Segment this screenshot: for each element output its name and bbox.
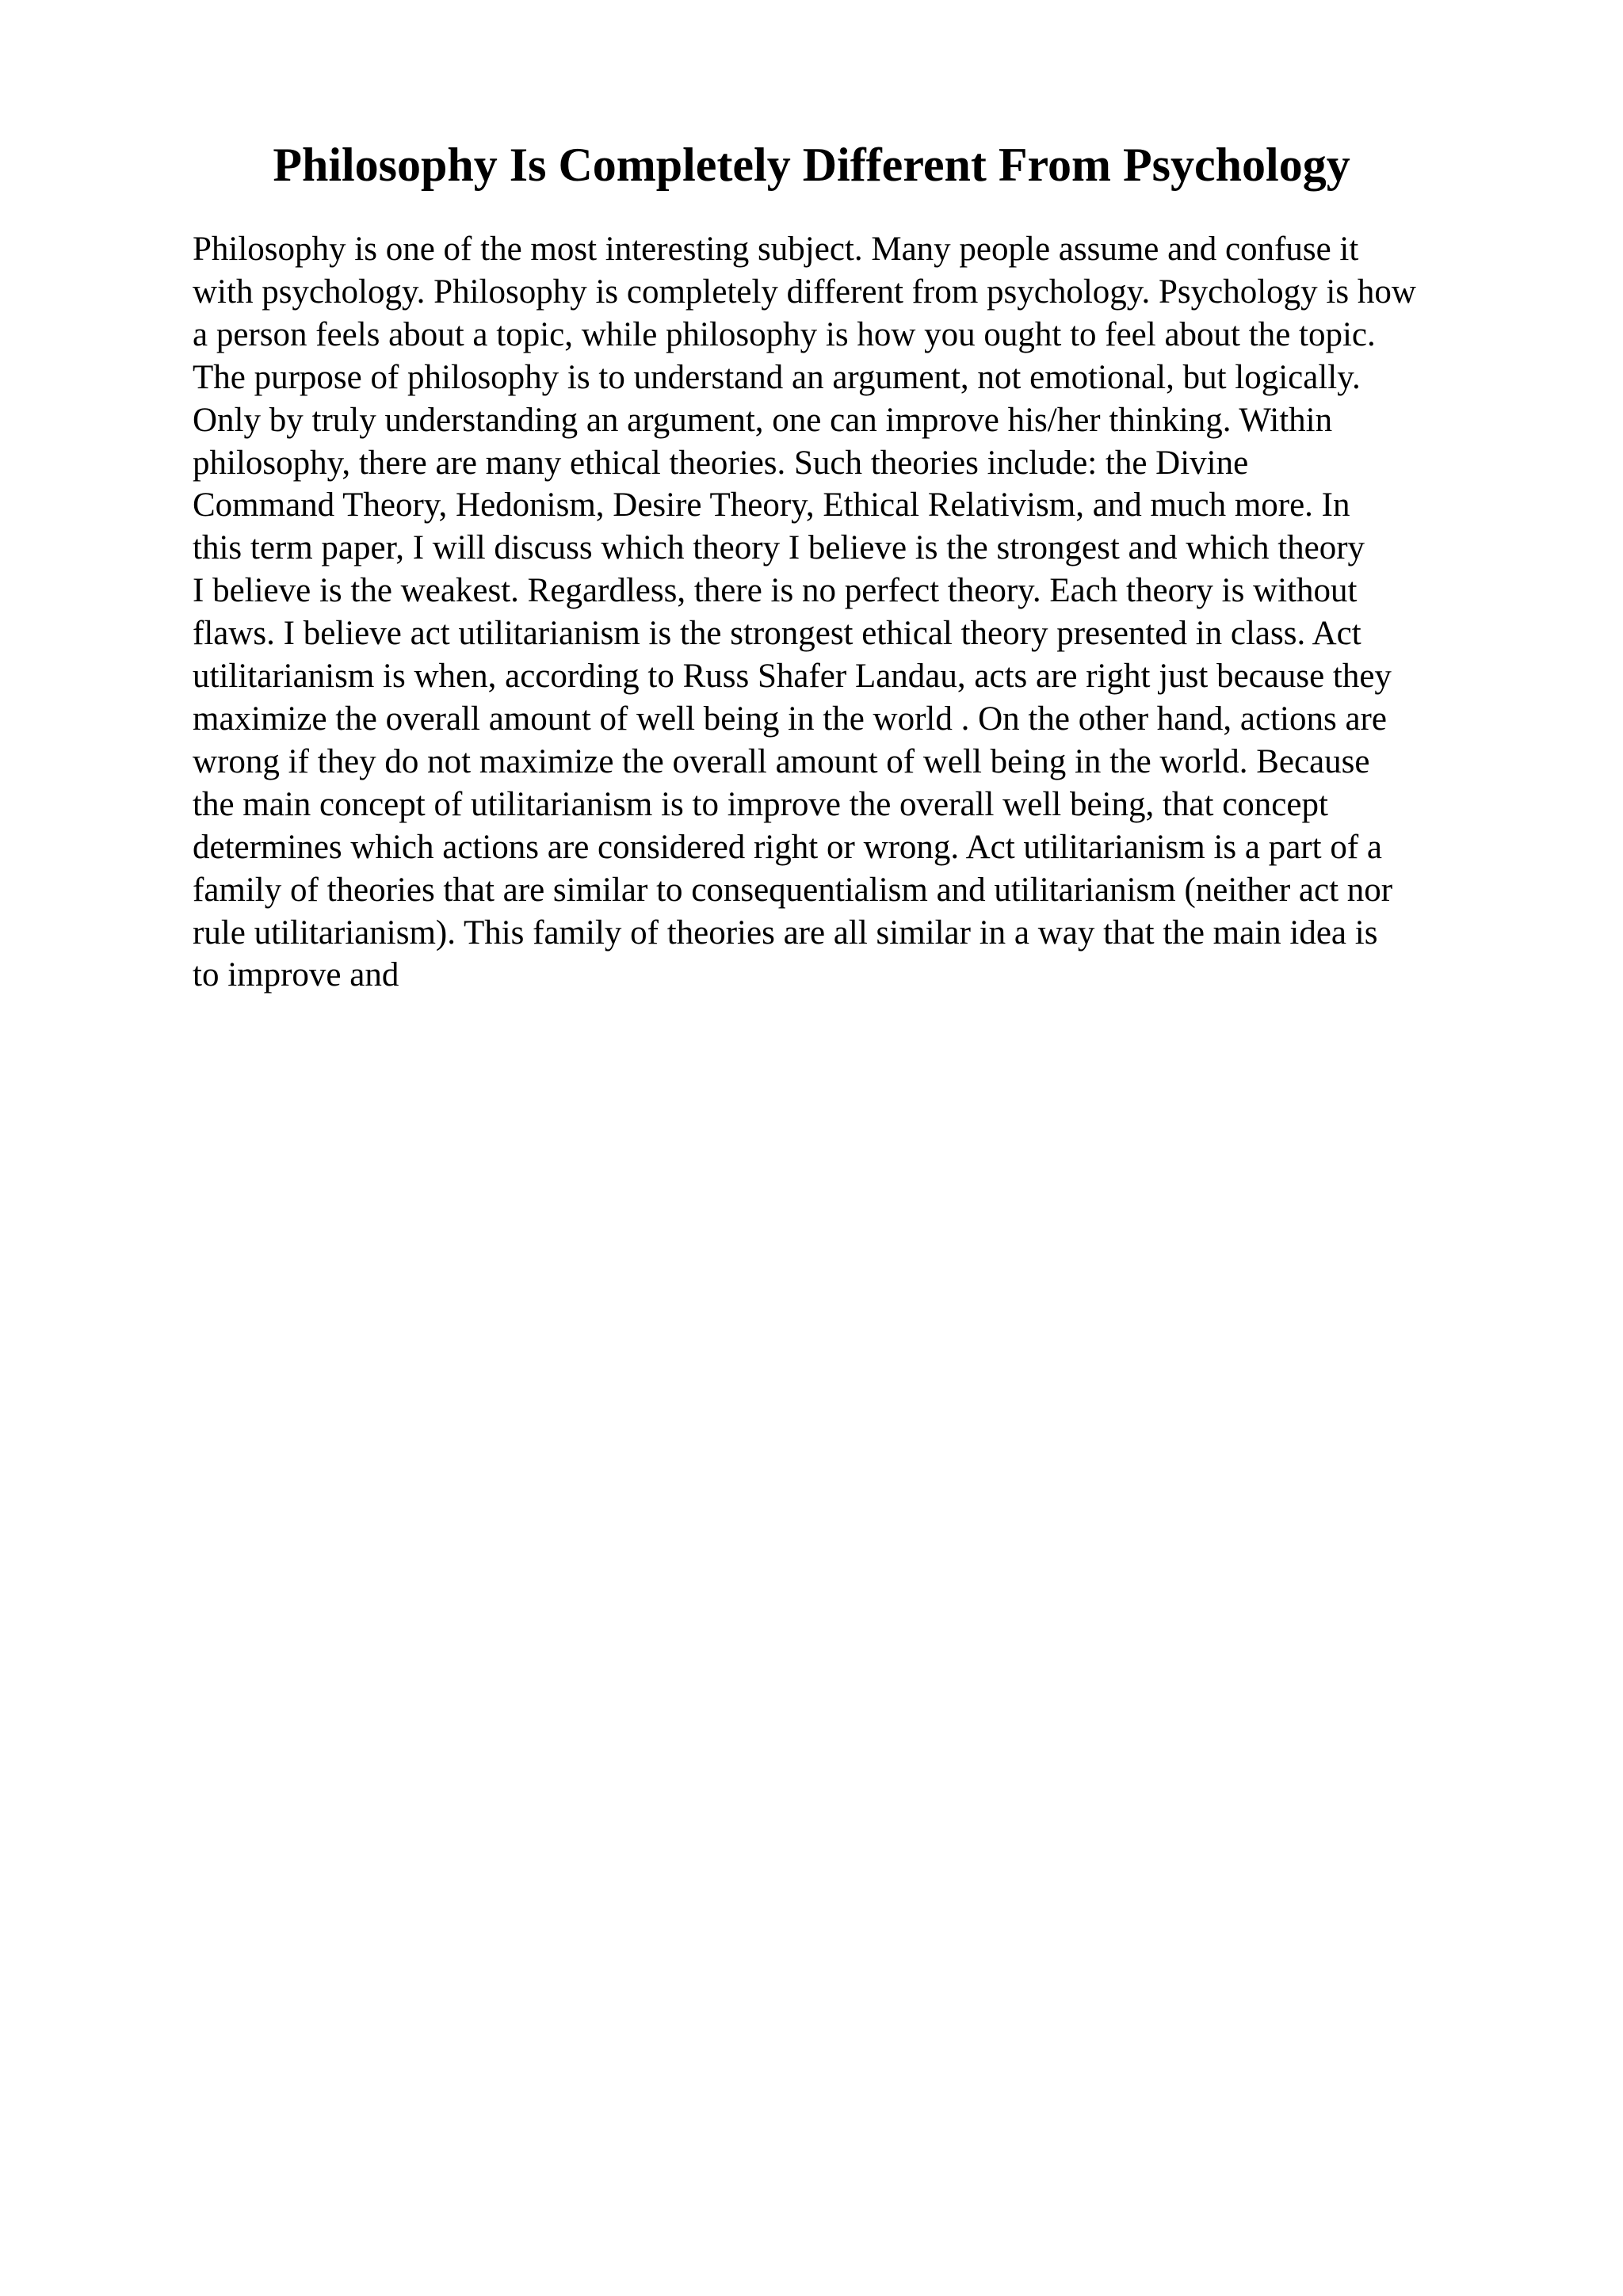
body-line: philosophy, there are many ethical theories. Such theories include: the Divine	[193, 444, 1249, 482]
body-line: this term paper, I will discuss which theory I believe is the strongest and which theory	[193, 529, 1365, 567]
body-line: utilitarianism is when, according to Russ Shafer Landau, acts are right just because they	[193, 658, 1392, 696]
body-line: a person feels about a topic, while philosophy is how you ought to feel about the topic.	[193, 315, 1376, 353]
body-line: the main concept of utilitarianism is to improve the overall well being, that concept	[193, 785, 1328, 823]
body-line: The purpose of philosophy is to understand an argument, not emotional, but logically.	[193, 358, 1361, 396]
body-line: to improve and	[193, 956, 399, 994]
body-line: with psychology. Philosophy is completely different from psychology. Psychology is how	[193, 273, 1416, 311]
body-line: flaws. I believe act utilitarianism is the strongest ethical theory presented in class. Act	[193, 615, 1361, 653]
body-line: Only by truly understanding an argument, one can improve his/her thinking. Within	[193, 401, 1333, 439]
body-line: determines which actions are considered right or wrong. Act utilitarianism is a part of a	[193, 828, 1382, 866]
body-line: I believe is the weakest. Regardless, there is no perfect theory. Each theory is without	[193, 572, 1358, 610]
body-line: wrong if they do not maximize the overall amount of well being in the world. Because	[193, 742, 1370, 780]
body-line: Philosophy is one of the most interesting subject. Many people assume and confuse it	[193, 231, 1359, 268]
document-title: Philosophy Is Completely Different From Psychology	[273, 139, 1350, 191]
body-line: maximize the overall amount of well being in the world . On the other hand, actions are	[193, 700, 1387, 738]
body-line: Command Theory, Hedonism, Desire Theory, Ethical Relativism, and much more. In	[193, 486, 1350, 524]
body-line: family of theories that are similar to consequentialism and utilitarianism (neither act nor	[193, 871, 1393, 909]
document-body	[193, 228, 1540, 997]
body-line: rule utilitarianism). This family of theories are all similar in a way that the main idea is	[193, 913, 1378, 952]
